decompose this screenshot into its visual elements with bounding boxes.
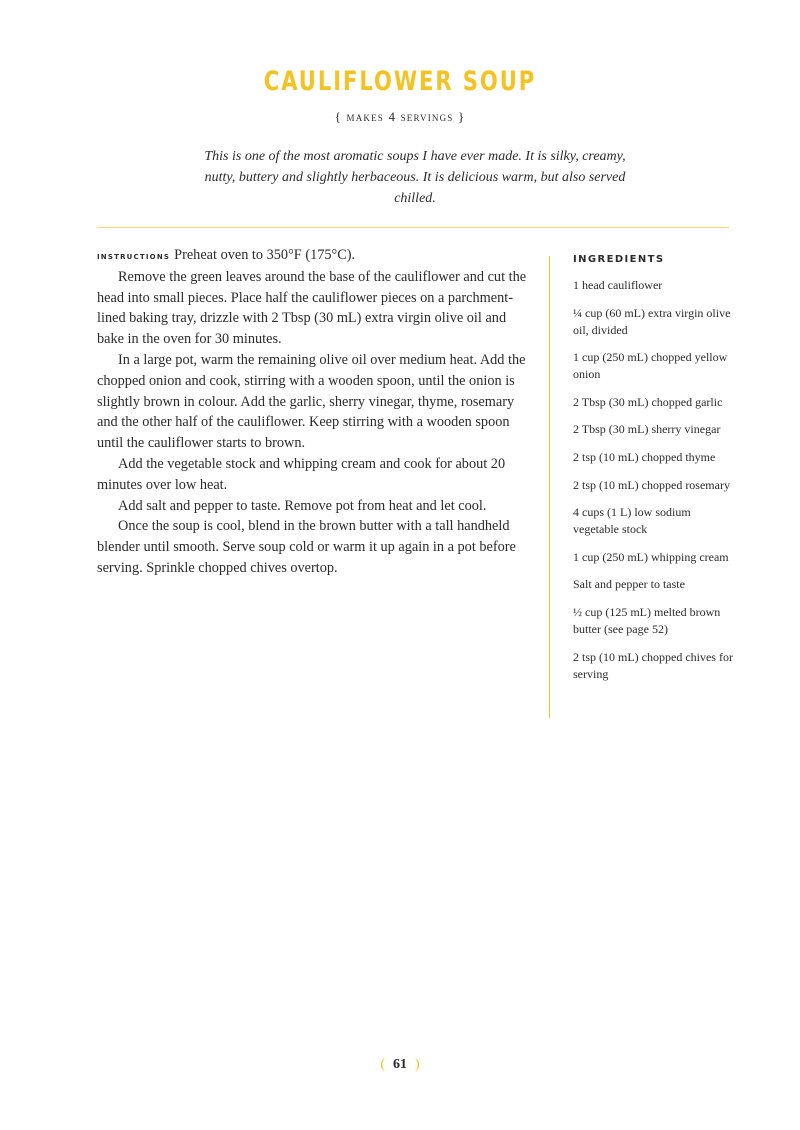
recipe-title: CAULIFLOWER SOUP [263, 66, 537, 97]
ingredient-item: 4 cups (1 L) low sodium vegetable stock [573, 505, 691, 537]
ingredient-item: ½ cup (125 mL) melted brown butter (see page 52) [573, 604, 721, 636]
page-paren-open: ( [380, 1057, 385, 1072]
servings-note: { makes 4 servings } [334, 109, 466, 124]
ingredient-item: 1 cup (250 mL) chopped yellow onion [573, 350, 728, 382]
header-divider [97, 227, 729, 228]
ingredient-item: 1 cup (250 mL) whipping cream [573, 549, 729, 564]
ingredient-item: 2 Tbsp (30 mL) chopped garlic [573, 394, 723, 409]
page-number [0, 1057, 800, 1073]
ingredients-section [573, 251, 738, 693]
ingredient-item: 2 tsp (10 mL) chopped chives for serving [573, 649, 733, 681]
ingredients-divider [549, 256, 550, 718]
ingredient-item: 2 Tbsp (30 mL) sherry vinegar [573, 422, 721, 437]
instruction-step: Add salt and pepper to taste. Remove pot from heat and let cool. [118, 497, 487, 514]
ingredient-item: ¼ cup (60 mL) extra virgin olive oil, divided [573, 305, 731, 337]
ingredients-list [573, 277, 738, 683]
ingredient-item: Salt and pepper to taste [573, 577, 685, 592]
instruction-step: Remove the green leaves around the base of the cauliflower and cut the head into small pieces. Place half the cauliflower pieces on a parchment-lined baking tray, drizzle with 2 Tbsp (30 mL) extra virgin olive oil and bake in the oven for 30 minutes. [97, 268, 527, 348]
page-number-value: 61 [393, 1057, 407, 1072]
instructions-section [97, 245, 527, 579]
ingredient-item: 2 tsp (10 mL) chopped thyme [573, 449, 716, 464]
instruction-step: In a large pot, warm the remaining olive oil over medium heat. Add the chopped onion and cook, stirring with a wooden spoon, until the onion is slightly brown in colour. Add the garlic, sherry vinegar, thyme, rosemary and the other half of the cauliflower. Keep stirring with a wooden spoon until the cauliflower starts to brown. [97, 351, 526, 452]
page-paren-close: ) [415, 1057, 420, 1072]
instruction-step: Once the soup is cool, blend in the brown butter with a tall handheld blender until smooth. Serve soup cold or warm it up again in a pot before serving. Sprinkle chopped chives overtop. [97, 518, 516, 576]
instruction-text: Preheat oven to 350°F (175°C). [174, 247, 356, 263]
instructions-label: instructions [97, 250, 171, 262]
recipe-intro: This is one of the most aromatic soups I have ever made. It is silky, creamy, nutty, buttery and slightly herbaceous. It is delicious warm, but also served chilled. [204, 149, 626, 206]
ingredient-item: 2 tsp (10 mL) chopped rosemary [573, 477, 730, 492]
ingredient-item: 1 head cauliflower [573, 278, 663, 292]
instruction-step [97, 245, 527, 267]
ingredients-label: INGREDIENTS [573, 254, 665, 265]
instruction-step: Add the vegetable stock and whipping cream and cook for about 20 minutes over low heat. [97, 455, 506, 493]
